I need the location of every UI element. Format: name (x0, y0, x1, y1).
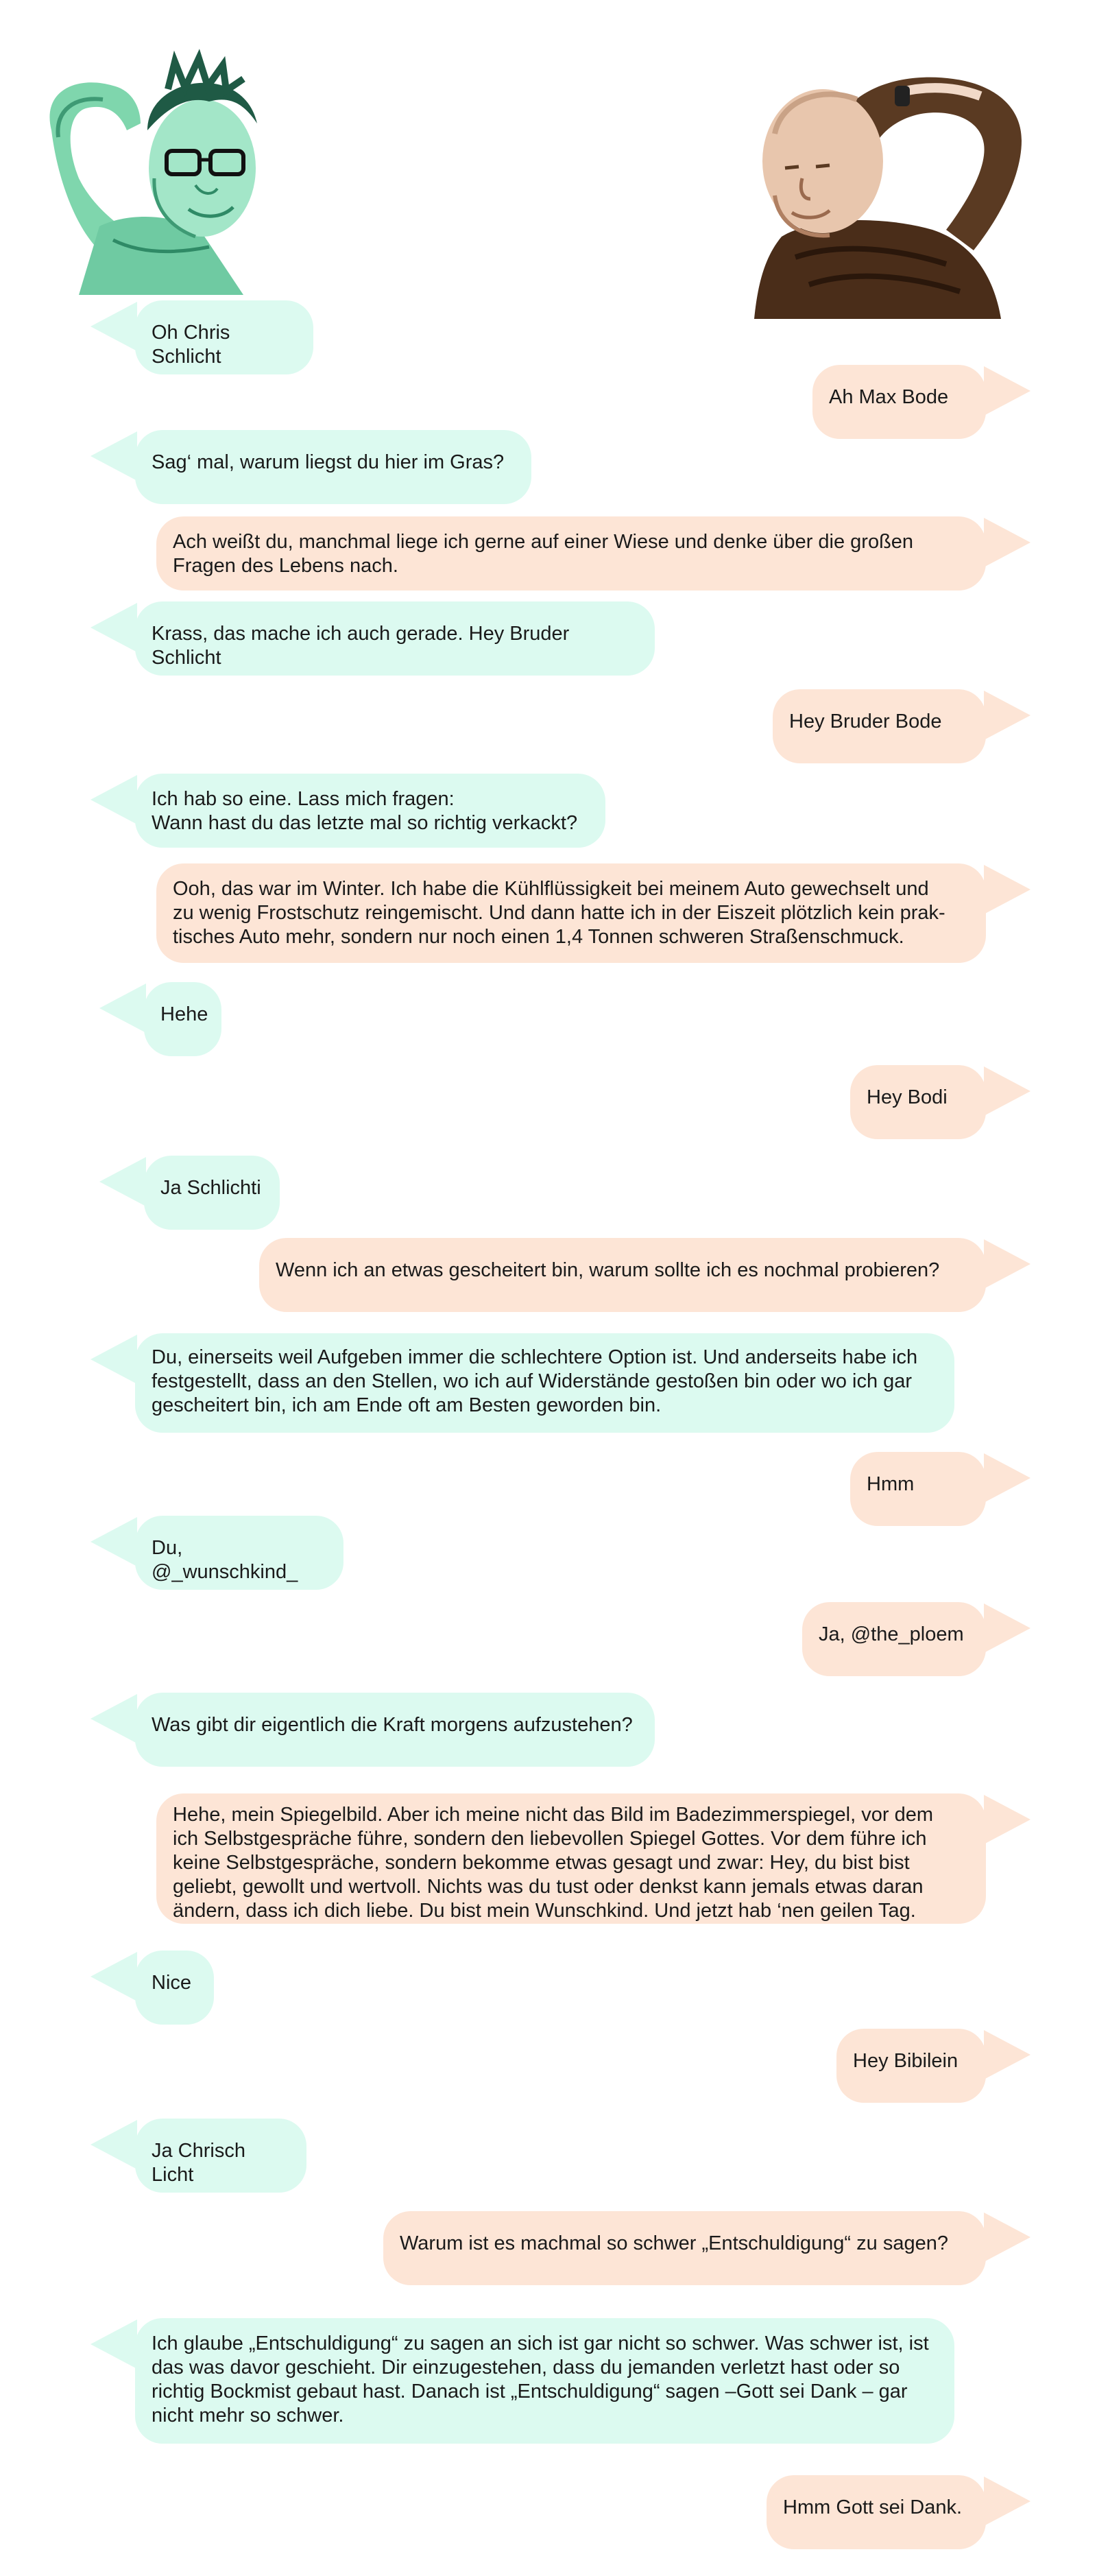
portrait-sketch-glasses-icon (38, 48, 271, 295)
message-text: Hey Bruder Bode (789, 711, 942, 732)
message-bubble-right (767, 2475, 986, 2549)
message-bubble-right (383, 2211, 986, 2285)
bubble-tail (984, 1066, 1030, 1116)
bubble-tail (984, 1603, 1030, 1653)
message-text: Ach weißt du, manchmal liege ich gerne auf einer Wiese und denke über die großen Fragen des Lebens nach. (173, 531, 914, 577)
avatar-chris-schlicht (38, 48, 271, 295)
message-bubble-left (144, 1156, 280, 1230)
bubble-tail (984, 865, 1030, 914)
message-text: Ich glaube „Entschuldigung“ zu sagen an sich ist gar nicht so schwer. Was schwer ist, ist das was davor geschieht. Dir einzugestehen, dass du jemanden verletzt hast oder so richtig Bockmist gebaut hast. Danach ist „Entschuldigung“ sagen –Gott sei Dank – gar nicht mehr so schwer. (152, 2333, 929, 2426)
message-text: Nice (152, 1972, 192, 1994)
message-bubble-right (259, 1238, 986, 1312)
bubble-tail (91, 1517, 137, 1566)
message-text: Hmm (867, 1473, 915, 1495)
message-bubble-left (135, 430, 531, 504)
message-bubble-left (135, 1516, 343, 1590)
bubble-tail (984, 518, 1030, 567)
message-bubble-right (156, 863, 986, 963)
portrait-sketch-bald-icon (727, 58, 1028, 319)
bubble-tail (99, 983, 146, 1033)
message-bubble-left (135, 1951, 214, 2025)
bubble-tail (91, 2319, 137, 2369)
message-bubble-right (850, 1452, 986, 1526)
message-bubble-left (135, 2318, 954, 2444)
bubble-tail (984, 366, 1030, 416)
message-text: Ooh, das war im Winter. Ich habe die Kühlflüssigkeit bei meinem Auto gewechselt und zu wenig Frostschutz reingemischt. Und dann hatte ich in der Eiszeit plötzlich kein prak- tisches Auto mehr, sondern nur noch einen 1,4 Tonnen schweren Straßenschmuck. (173, 878, 945, 948)
bubble-tail (91, 2120, 137, 2169)
message-bubble-right (156, 1793, 986, 1924)
message-text: Ja, @the_ploem (819, 1623, 964, 1645)
message-bubble-left (135, 2119, 306, 2193)
bubble-tail (91, 603, 137, 652)
bubble-tail (91, 1335, 137, 1384)
message-text: Warum ist es machmal so schwer „Entschuldigung“ zu sagen? (400, 2232, 948, 2254)
bubble-tail (984, 2477, 1030, 2526)
message-bubble-right (836, 2029, 986, 2103)
message-bubble-left (135, 774, 605, 848)
message-text: Du, einerseits weil Aufgeben immer die schlechtere Option ist. Und anderseits habe ich festgestellt, dass an den Stellen, wo ich auf Widerstände gestoßen bin oder wo ich gar gescheitert bin, ich am Ende oft am Besten geworden bin. (152, 1346, 918, 1416)
message-text: Krass, das mache ich auch gerade. Hey Bruder Schlicht (152, 623, 570, 669)
message-text: Ja Chrisch Licht (152, 2140, 245, 2186)
bubble-tail (984, 1239, 1030, 1289)
bubble-tail (984, 691, 1030, 740)
bubble-tail (91, 302, 137, 351)
message-text: Hey Bibilein (853, 2050, 959, 2072)
bubble-tail (91, 1694, 137, 1743)
message-bubble-left (135, 300, 313, 374)
message-bubble-right (773, 689, 986, 763)
message-text: Du, @_wunschkind_ (152, 1537, 298, 1583)
avatar-max-bode (727, 58, 1028, 319)
message-text: Oh Chris Schlicht (152, 322, 230, 368)
bubble-tail (91, 775, 137, 824)
bubble-tail (91, 431, 137, 481)
message-text: Ich hab so eine. Lass mich fragen: Wann hast du das letzte mal so richtig verkackt? (152, 788, 578, 834)
message-text: Wenn ich an etwas gescheitert bin, warum sollte ich es nochmal probieren? (276, 1259, 940, 1281)
bubble-tail (984, 1795, 1030, 1844)
message-bubble-right (156, 516, 986, 591)
message-bubble-right (802, 1602, 986, 1676)
bubble-tail (984, 1453, 1030, 1503)
bubble-tail (99, 1157, 146, 1206)
message-bubble-left (144, 982, 221, 1056)
message-text: Hey Bodi (867, 1086, 948, 1108)
message-bubble-right (812, 365, 986, 439)
message-bubble-right (850, 1065, 986, 1139)
message-text: Ja Schlichti (160, 1177, 261, 1199)
bubble-tail (91, 1952, 137, 2001)
message-bubble-left (135, 1333, 954, 1433)
message-text: Hehe, mein Spiegelbild. Aber ich meine nicht das Bild im Badezimmerspiegel, vor dem ich Selbstgespräche führe, sondern den liebevollen Spiegel Gottes. Vor dem führe ich keine Selbstgespräche, sondern bekomme etwas gesagt und zwar: Hey, du bist bist geliebt, gewollt und wertvoll. Nichts was du tust oder denkst kann jemals etwas daran ändern, dass ich dich liebe. Du bist mein Wunschkind. Und jetzt hab ‘nen geilen Tag. (173, 1804, 933, 1922)
bubble-tail (984, 2213, 1030, 2262)
message-text: Hmm Gott sei Dank. (783, 2496, 963, 2518)
message-text: Ah Max Bode (829, 386, 949, 408)
message-bubble-left (135, 601, 655, 676)
message-text: Hehe (160, 1003, 208, 1025)
bubble-tail (984, 2030, 1030, 2079)
message-bubble-left (135, 1693, 655, 1767)
message-text: Was gibt dir eigentlich die Kraft morgens aufzustehen? (152, 1714, 633, 1736)
message-text: Sag‘ mal, warum liegst du hier im Gras? (152, 451, 505, 473)
